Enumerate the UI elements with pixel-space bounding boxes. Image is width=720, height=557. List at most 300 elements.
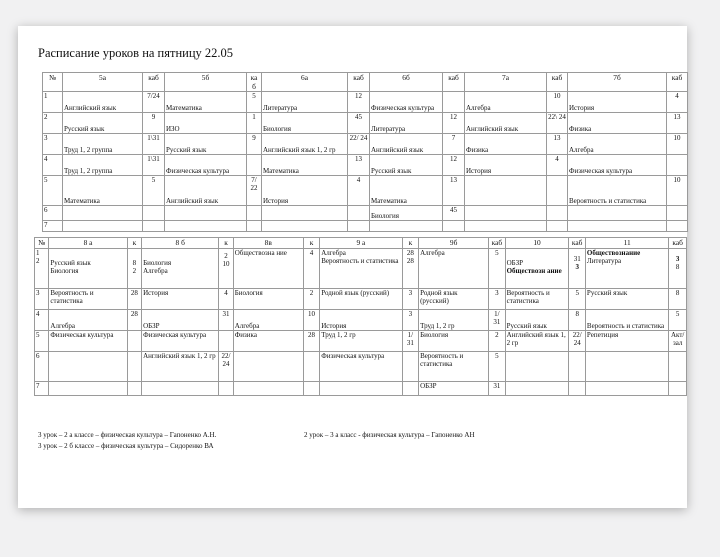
- subject-cell: [233, 331, 303, 352]
- subject-cell: [419, 382, 489, 396]
- subject: Алгебра: [143, 267, 168, 275]
- subject-cell: [142, 289, 219, 310]
- room-cell: [669, 289, 687, 310]
- room: 13: [553, 134, 561, 142]
- room-cell: [569, 310, 585, 331]
- subject-cell: [262, 176, 348, 206]
- subject: Физическая культура: [569, 167, 633, 175]
- room: 22/ 24: [572, 331, 582, 347]
- subject-cell: [142, 249, 219, 289]
- room-cell: [303, 249, 319, 289]
- room-cell: [569, 382, 585, 396]
- room-cell: [402, 310, 418, 331]
- room: 5: [495, 249, 499, 257]
- subject-cell: [142, 310, 219, 331]
- lesson-number: 2: [36, 257, 40, 265]
- room-cell: [547, 134, 568, 155]
- room-cell: [547, 92, 568, 113]
- room-cell: [247, 221, 262, 232]
- room-cell: [443, 221, 465, 232]
- room: 9: [252, 134, 256, 142]
- page-title: Расписание уроков на пятницу 22.05: [38, 46, 234, 60]
- subject-cell: [419, 352, 489, 382]
- room: 12: [450, 155, 457, 163]
- subject-cell: [465, 155, 547, 176]
- subject: Репетиция: [586, 331, 619, 339]
- room-cell: [247, 176, 262, 206]
- room-cell: [547, 155, 568, 176]
- subject-cell: [585, 352, 668, 382]
- table-row: [35, 289, 687, 310]
- subject-cell: [165, 134, 247, 155]
- subject-cell: [370, 176, 443, 206]
- subject: Обществознание: [586, 249, 641, 257]
- subject: Алгебра: [420, 249, 445, 257]
- room-cell: [143, 155, 165, 176]
- subject-cell: [63, 176, 143, 206]
- header-cell: 9 а: [320, 238, 402, 249]
- room: 13: [450, 176, 457, 184]
- subject-cell: [165, 221, 247, 232]
- subject: Математика: [263, 167, 299, 175]
- room: Акт/ зал: [670, 331, 685, 347]
- room: 1\31: [147, 155, 160, 163]
- room-cell: [219, 289, 233, 310]
- subject-cell: [63, 134, 143, 155]
- room: 4: [356, 176, 361, 184]
- room: 28: [130, 310, 138, 318]
- room-cell: [669, 249, 687, 289]
- subject-cell: [165, 155, 247, 176]
- room: 4: [224, 289, 228, 297]
- subject: Вероятность и статистика: [50, 289, 94, 305]
- room: 8: [675, 263, 680, 271]
- subject: Русский язык: [166, 146, 207, 154]
- room-cell: [303, 310, 319, 331]
- subject: Алгебра: [321, 249, 346, 257]
- subject-cell: [233, 382, 303, 396]
- room-cell: [143, 134, 165, 155]
- room: 22/ 24: [349, 134, 368, 142]
- header-cell: каб: [443, 73, 465, 92]
- room-cell: [127, 289, 141, 310]
- room: 10: [222, 260, 230, 268]
- room: 45: [450, 206, 457, 214]
- subject: Физическая культура: [143, 331, 207, 339]
- room: 2: [132, 267, 137, 275]
- subject-cell: [165, 92, 247, 113]
- room: 10: [553, 92, 561, 100]
- header-cell: 8 а: [49, 238, 127, 249]
- subject-cell: [568, 134, 667, 155]
- subject-cell: [370, 155, 443, 176]
- room: 31: [573, 255, 581, 263]
- room-cell: [489, 310, 505, 331]
- header-cell: к: [303, 238, 319, 249]
- room-cell: [143, 92, 165, 113]
- room: 13: [355, 155, 362, 163]
- room-cell: [143, 113, 165, 134]
- subject: Английский язык: [166, 197, 219, 205]
- note-2: 3 урок – 2 б классе – физическая культура – Сидоренко ВА: [38, 442, 214, 450]
- lesson-number-cell: [35, 382, 49, 396]
- subject: Английский язык 1, 2 гр: [143, 352, 216, 360]
- room: 3: [408, 289, 413, 297]
- subject-cell: [262, 155, 348, 176]
- room-cell: [127, 352, 141, 382]
- table-header-row: [43, 73, 688, 92]
- room-cell: [667, 92, 688, 113]
- subject-cell: [465, 176, 547, 206]
- room-cell: [219, 352, 233, 382]
- table-row: [43, 134, 688, 155]
- subject: Физика: [234, 331, 257, 339]
- room-cell: [547, 113, 568, 134]
- room-cell: [127, 331, 141, 352]
- room-cell: [219, 249, 233, 289]
- subject: ОБЗР: [420, 382, 437, 390]
- room: 1/ 31: [493, 310, 501, 326]
- subject-cell: [320, 352, 402, 382]
- subject: История: [569, 104, 595, 112]
- note-1: 3 урок – 2 а классе – физическая культура – Гапоненко А.Н.: [38, 431, 217, 439]
- subject-cell: [465, 113, 547, 134]
- subject-cell: [49, 352, 127, 382]
- subject-cell: [505, 249, 569, 289]
- room-cell: [667, 176, 688, 206]
- note-3: 2 урок – 3 а класс - физическая культура – Гапоненко АН: [304, 431, 475, 439]
- subject-cell: [568, 113, 667, 134]
- subject-cell: [370, 113, 443, 134]
- subject-cell: [165, 206, 247, 221]
- subject-cell: [568, 221, 667, 232]
- room-cell: [348, 176, 370, 206]
- lesson-number: 3: [36, 289, 40, 297]
- room-cell: [547, 221, 568, 232]
- subject-cell: [165, 176, 247, 206]
- lesson-number: 5: [36, 331, 40, 339]
- room: 28: [406, 249, 414, 257]
- subject-cell: [49, 382, 127, 396]
- subject-cell: [585, 249, 668, 289]
- room: 12: [355, 92, 362, 100]
- room-cell: [219, 382, 233, 396]
- subject: История: [321, 322, 347, 330]
- room: 28: [130, 289, 138, 297]
- room-cell: [127, 382, 141, 396]
- subject-cell: [585, 310, 668, 331]
- subject-cell: [49, 310, 127, 331]
- subject-cell: [262, 92, 348, 113]
- lesson-number-cell: [35, 289, 49, 310]
- room-cell: [247, 92, 262, 113]
- table-row: [35, 310, 687, 331]
- header-cell: 10: [505, 238, 569, 249]
- room: 5: [252, 92, 256, 100]
- subject: Литература: [371, 125, 406, 133]
- subject-cell: [370, 206, 443, 221]
- room-cell: [569, 352, 585, 382]
- subject: Биология: [263, 125, 292, 133]
- header-cell: к: [402, 238, 418, 249]
- subject: Вероятность и статистика: [586, 322, 665, 330]
- subject-cell: [505, 352, 569, 382]
- subject-cell: [49, 289, 127, 310]
- header-cell: каб: [489, 238, 505, 249]
- room-cell: [669, 382, 687, 396]
- room-cell: [667, 221, 688, 232]
- room-cell: [348, 155, 370, 176]
- table-row: [43, 176, 688, 206]
- subject: Алгебра: [234, 322, 260, 330]
- subject: Физическая культура: [371, 104, 435, 112]
- subject-cell: [233, 249, 303, 289]
- subject-cell: [63, 92, 143, 113]
- room: 4: [675, 92, 679, 100]
- room: 1\31: [147, 134, 160, 142]
- room-cell: [443, 134, 465, 155]
- subject: Алгебра: [50, 322, 76, 330]
- room-cell: [489, 331, 505, 352]
- room-cell: [569, 331, 585, 352]
- room: 8: [575, 310, 579, 318]
- room: 7/24: [147, 92, 160, 100]
- subject: Обществозна ние: [234, 249, 287, 257]
- subject-cell: [465, 206, 547, 221]
- subject-cell: [465, 134, 547, 155]
- subject-cell: [505, 289, 569, 310]
- subject-cell: [465, 92, 547, 113]
- room-cell: [348, 113, 370, 134]
- room-cell: [667, 134, 688, 155]
- header-cell: 5б: [165, 73, 247, 92]
- subject-cell: [63, 113, 143, 134]
- subject: ИЗО: [166, 125, 180, 133]
- room: 13: [673, 113, 681, 121]
- room-cell: [143, 221, 165, 232]
- subject-cell: [320, 310, 402, 331]
- room: 3: [575, 263, 579, 271]
- lesson-number-cell: [43, 155, 63, 176]
- room-cell: [402, 289, 418, 310]
- subject: Математика: [64, 197, 100, 205]
- subject-cell: [505, 382, 569, 396]
- room: 5: [151, 176, 156, 184]
- header-cell: каб: [569, 238, 585, 249]
- subject: История: [143, 289, 169, 297]
- header-cell: 7а: [465, 73, 547, 92]
- room-cell: [443, 155, 465, 176]
- room-cell: [127, 249, 141, 289]
- schedule-table-8-11: [34, 237, 687, 396]
- room-cell: [402, 331, 418, 352]
- subject: Биология: [420, 331, 449, 339]
- lesson-number: 7: [36, 382, 40, 390]
- table-row: [43, 113, 688, 134]
- subject: ОБЗР: [143, 322, 160, 330]
- subject-cell: [585, 331, 668, 352]
- subject-cell: [63, 155, 143, 176]
- header-cell: 6б: [370, 73, 443, 92]
- room: 12: [450, 113, 457, 121]
- subject: История: [263, 197, 289, 205]
- subject-cell: [49, 249, 127, 289]
- room: 9: [151, 113, 156, 121]
- room-cell: [247, 134, 262, 155]
- lesson-number: 6: [36, 352, 40, 360]
- subject-cell: [419, 249, 489, 289]
- room-cell: [348, 134, 370, 155]
- subject: Физика: [466, 146, 489, 154]
- room: 10: [673, 134, 681, 142]
- subject-cell: [320, 382, 402, 396]
- header-cell: каб: [143, 73, 165, 92]
- subject-cell: [568, 155, 667, 176]
- room-cell: [402, 249, 418, 289]
- lesson-number: 7: [44, 221, 48, 229]
- subject: Биология: [143, 259, 172, 267]
- lesson-number-cell: [35, 310, 49, 331]
- room: 31: [493, 382, 501, 390]
- lesson-number-cell: [43, 221, 63, 232]
- lesson-number: 6: [44, 206, 48, 214]
- subject-cell: [165, 113, 247, 134]
- subject-cell: [505, 331, 569, 352]
- header-cell: 5а: [63, 73, 143, 92]
- lesson-number: 1: [36, 249, 40, 257]
- header-cell: каб: [669, 238, 687, 249]
- room-cell: [127, 310, 141, 331]
- room: 3: [408, 310, 413, 318]
- subject-cell: [63, 206, 143, 221]
- room-cell: [443, 113, 465, 134]
- room: 4: [309, 249, 314, 257]
- room-cell: [247, 113, 262, 134]
- room: 8: [675, 289, 680, 297]
- subject: Физическая культура: [50, 331, 114, 339]
- subject: Физическая культура: [166, 167, 230, 175]
- subject: Труд 1, 2 гр: [420, 322, 455, 330]
- header-cell: каб: [547, 73, 568, 92]
- table-row: [35, 382, 687, 396]
- room: 10: [673, 176, 681, 184]
- room-cell: [348, 221, 370, 232]
- subject-cell: [142, 382, 219, 396]
- subject-cell: [320, 289, 402, 310]
- lesson-number: 3: [44, 134, 48, 142]
- room-cell: [443, 206, 465, 221]
- room-cell: [569, 249, 585, 289]
- room-cell: [667, 155, 688, 176]
- subject: История: [466, 167, 492, 175]
- room: 8: [132, 259, 137, 267]
- subject-cell: [370, 221, 443, 232]
- subject: Русский язык: [371, 167, 412, 175]
- subject-cell: [465, 221, 547, 232]
- room-cell: [489, 289, 505, 310]
- header-cell: 6а: [262, 73, 348, 92]
- subject-cell: [262, 113, 348, 134]
- subject-cell: [233, 310, 303, 331]
- room: 3: [675, 255, 680, 263]
- subject: Алгебра: [466, 104, 491, 112]
- room: 22/ 24: [221, 352, 231, 368]
- header-cell: 8 б: [142, 238, 219, 249]
- room-cell: [489, 249, 505, 289]
- subject: Родной язык (русский): [321, 289, 390, 297]
- subject: Биология: [371, 212, 400, 220]
- subject-cell: [419, 331, 489, 352]
- subject-cell: [370, 134, 443, 155]
- header-cell: ка б: [247, 73, 262, 92]
- room: 22\ 24: [548, 113, 566, 121]
- subject: Родной язык (русский): [420, 289, 458, 305]
- lesson-number: 1: [44, 92, 48, 100]
- room: 1/ 31: [406, 331, 414, 347]
- subject: Вероятность и статистика: [321, 257, 399, 265]
- subject: Вероятность и статистика: [420, 352, 464, 368]
- room-cell: [348, 206, 370, 221]
- room: 5: [575, 289, 579, 297]
- document-page: [18, 26, 687, 508]
- subject: Русский язык: [586, 289, 628, 297]
- header-cell: к: [219, 238, 233, 249]
- subject: Литература: [586, 257, 622, 265]
- room-cell: [547, 176, 568, 206]
- subject: Русский язык: [506, 322, 547, 330]
- subject-cell: [262, 206, 348, 221]
- subject-cell: [262, 134, 348, 155]
- subject-cell: [568, 206, 667, 221]
- subject-cell: [142, 331, 219, 352]
- lesson-number: 5: [44, 176, 48, 184]
- subject-cell: [568, 92, 667, 113]
- room-cell: [669, 331, 687, 352]
- room-cell: [303, 382, 319, 396]
- subject: Английский язык: [371, 146, 424, 154]
- room-cell: [348, 92, 370, 113]
- subject-cell: [262, 221, 348, 232]
- room-cell: [219, 331, 233, 352]
- room: 1: [252, 113, 256, 121]
- room: 7: [451, 134, 456, 142]
- subject: Английский язык 1, 2 гр: [263, 146, 336, 154]
- header-cell: к: [127, 238, 141, 249]
- table-row: [43, 206, 688, 221]
- header-cell: №: [35, 238, 49, 249]
- header-cell: №: [43, 73, 63, 92]
- room-cell: [143, 176, 165, 206]
- room-cell: [667, 206, 688, 221]
- subject-cell: [370, 92, 443, 113]
- subject: ОБЗР: [506, 259, 524, 267]
- header-cell: 8в: [233, 238, 303, 249]
- subject: Физическая культура: [321, 352, 385, 360]
- room-cell: [547, 206, 568, 221]
- subject-cell: [585, 289, 668, 310]
- header-cell: каб: [348, 73, 370, 92]
- room: 2: [495, 331, 499, 339]
- room-cell: [303, 331, 319, 352]
- subject: Труд 1, 2 гр: [321, 331, 356, 339]
- subject: Математика: [166, 104, 202, 112]
- room-cell: [669, 352, 687, 382]
- lesson-number-cell: [35, 352, 49, 382]
- subject-cell: [142, 352, 219, 382]
- header-cell: 9б: [419, 238, 489, 249]
- subject: Вероятность и статистика: [506, 289, 550, 305]
- room-cell: [669, 310, 687, 331]
